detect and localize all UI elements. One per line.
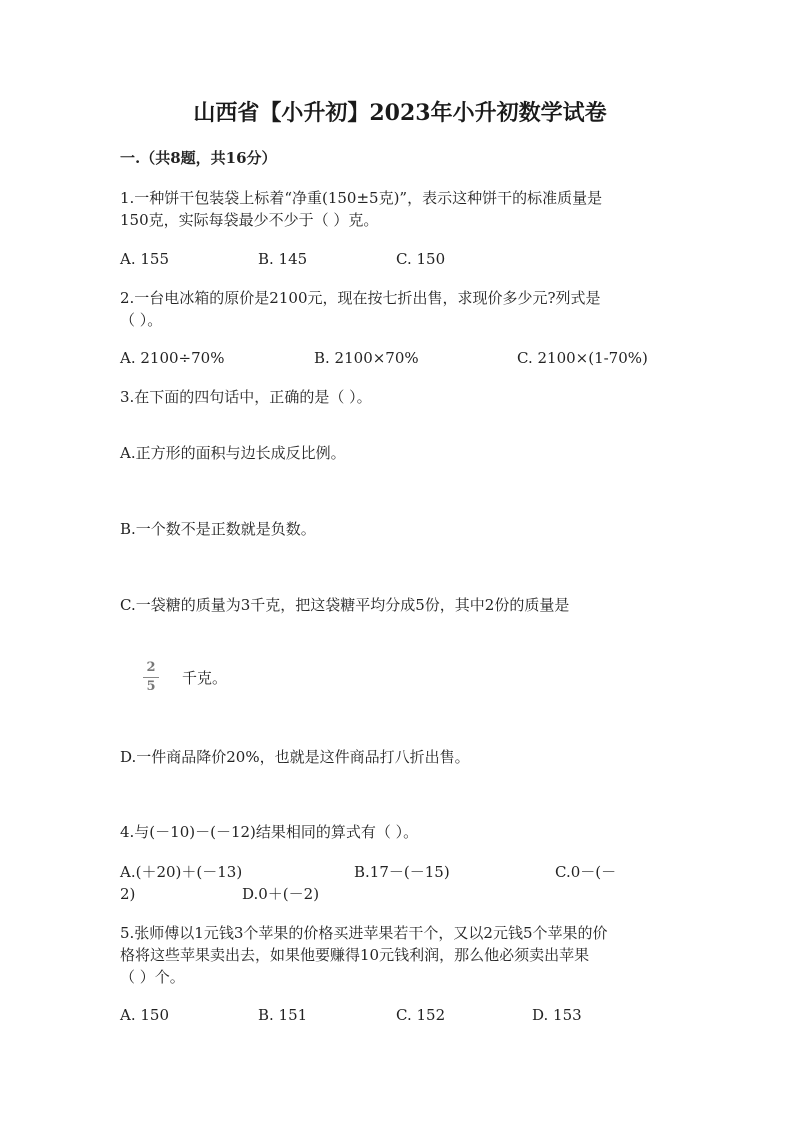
question-5-option-d: D. 153 xyxy=(532,1006,582,1024)
question-3-option-a: A.正方形的面积与边长成反比例。 xyxy=(120,444,346,462)
question-5-option-c: C. 152 xyxy=(396,1006,446,1024)
section-heading: 一.（共8题，共16分） xyxy=(120,149,277,167)
page-title: 山西省【小升初】2023年小升初数学试卷 xyxy=(193,100,607,126)
question-4-line-1: 4.与(－10)－(－12)结果相同的算式有（ ）。 xyxy=(120,823,419,841)
question-1-option-a: A. 155 xyxy=(120,250,169,268)
question-3-line-1: 3.在下面的四句话中，正确的是（ ）。 xyxy=(120,388,372,406)
question-1-line-2: 150克，实际每袋最少不少于（ ）克。 xyxy=(120,211,379,229)
question-5-line-2: 格将这些苹果卖出去，如果他要赚得10元钱利润，那么他必须卖出苹果 xyxy=(120,946,590,964)
question-4-option-a: A.(＋20)＋(－13) xyxy=(120,863,243,881)
question-2-option-b: B. 2100×70% xyxy=(314,349,419,367)
question-4-option-b: B.17－(－15) xyxy=(354,863,450,881)
fraction-bar xyxy=(143,677,159,678)
question-4-option-c: C.0－(－ xyxy=(555,863,617,881)
question-1-option-b: B. 145 xyxy=(258,250,308,268)
question-1-option-c: C. 150 xyxy=(396,250,446,268)
fraction-denominator: 5 xyxy=(146,679,156,694)
question-5-line-1: 5.张师傅以1元钱3个苹果的价格买进苹果若干个，又以2元钱5个苹果的价 xyxy=(120,924,608,942)
fraction-two-fifths xyxy=(143,660,159,695)
question-3-option-d: D.一件商品降价20%，也就是这件商品打八折出售。 xyxy=(120,748,470,766)
question-5-line-3: （ ）个。 xyxy=(120,968,185,986)
question-2-option-c: C. 2100×(1-70%) xyxy=(517,349,648,367)
question-3-option-c: C.一袋糖的质量为3千克，把这袋糖平均分成5份，其中2份的质量是 xyxy=(120,596,570,614)
question-3-option-b: B.一个数不是正数就是负数。 xyxy=(120,520,316,538)
question-2-line-1: 2.一台电冰箱的原价是2100元，现在按七折出售，求现价多少元?列式是 xyxy=(120,289,601,307)
question-4-option-c-wrap: 2) xyxy=(120,885,136,903)
question-5-option-a: A. 150 xyxy=(120,1006,169,1024)
question-1-line-1: 1.一种饼干包装袋上标着“净重(150±5克)”，表示这种饼干的标准质量是 xyxy=(120,189,603,207)
question-3-option-c-tail: 千克。 xyxy=(182,669,228,687)
question-2-option-a: A. 2100÷70% xyxy=(120,349,225,367)
question-5-option-b: B. 151 xyxy=(258,1006,308,1024)
question-4-option-d: D.0＋(－2) xyxy=(242,885,320,903)
question-2-line-2: （ ）。 xyxy=(120,311,163,329)
fraction-numerator: 2 xyxy=(146,660,156,675)
